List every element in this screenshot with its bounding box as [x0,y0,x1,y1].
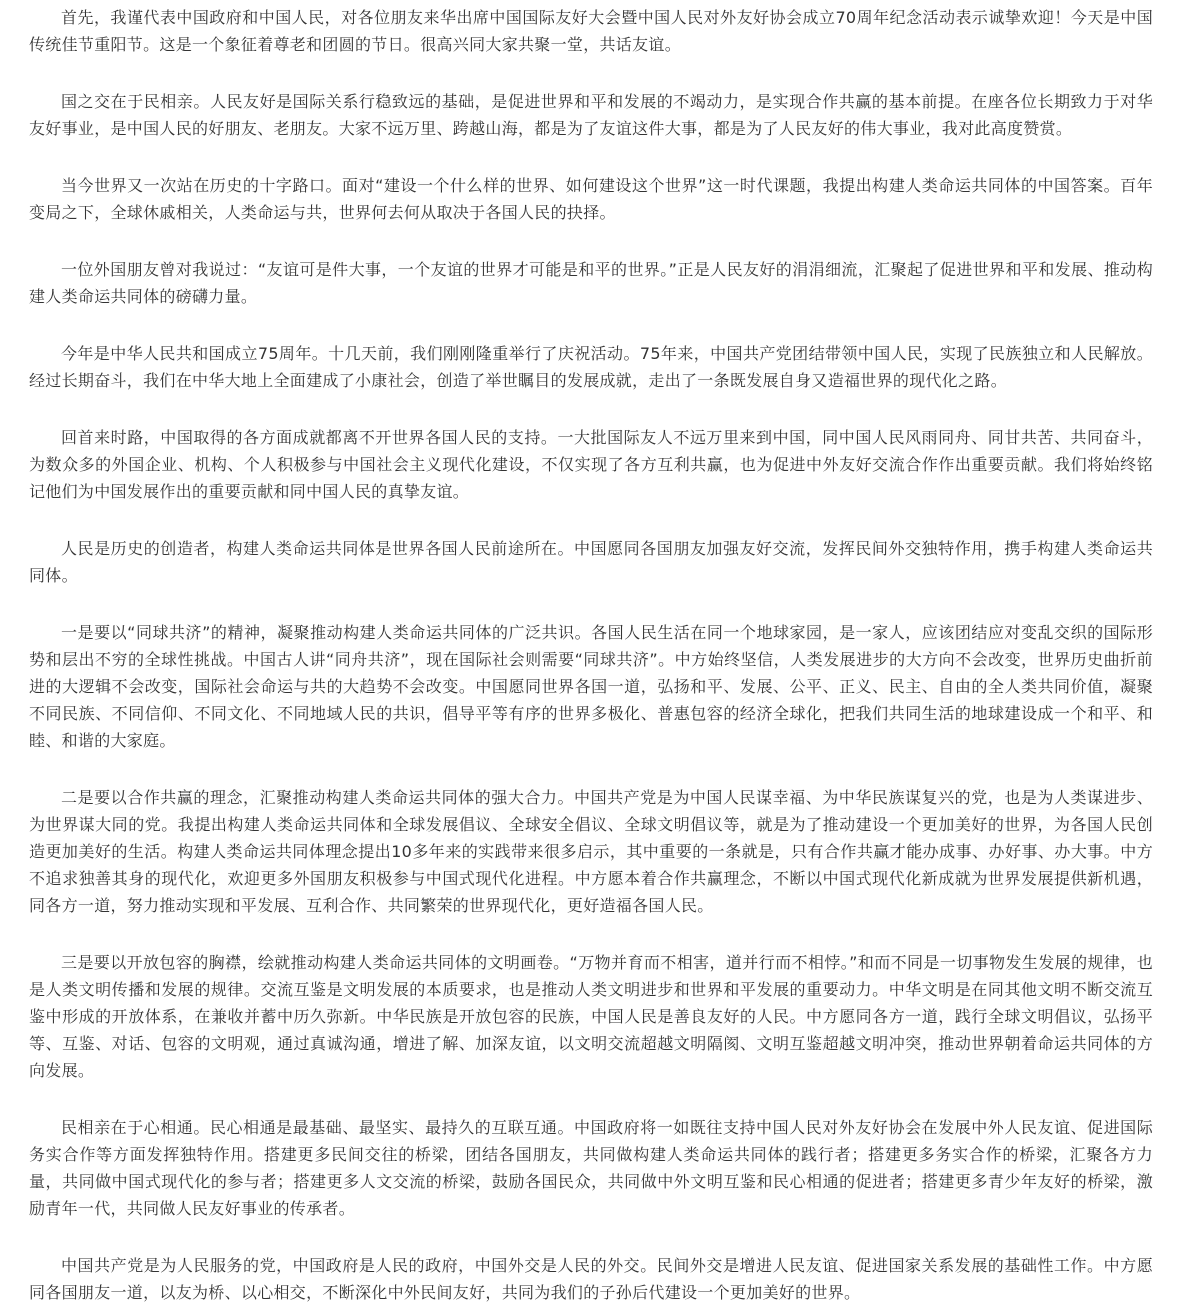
paragraph-4: 一位外国朋友曾对我说过：“友谊可是件大事，一个友谊的世界才可能是和平的世界。”正是人民友好的涓涓细流，汇聚起了促进世界和平和发展、推动构建人类命运共同体的磅礴力量。 [29,260,1153,306]
paragraph-8: 一是要以“同球共济”的精神，凝聚推动构建人类命运共同体的广泛共识。各国人民生活在同一个地球家园，是一家人，应该团结应对变乱交织的国际形势和层出不穷的全球性挑战。中国古人讲“同舟共济”，现在国际社会则需要“同球共济”。中方始终坚信，人类发展进步的大方向不会改变，世界历史曲折前进的大逻辑不会改变，国际社会命运与共的大趋势不会改变。中国愿同世界各国一道，弘扬和平、发展、公平、正义、民主、自由的全人类共同价值，凝聚不同民族、不同信仰、不同文化、不同地域人民的共识，倡导平等有序的世界多极化、普惠包容的经济全球化，把我们共同生活的地球建设成一个和平、和睦、和谐的大家庭。 [29,623,1153,750]
paragraph-1: 首先，我谨代表中国政府和中国人民，对各位朋友来华出席中国国际友好大会暨中国人民对外友好协会成立70周年纪念活动表示诚挚欢迎！今天是中国传统佳节重阳节。这是一个象征着尊老和团圆的节日。很高兴同大家共聚一堂，共话友谊。 [29,8,1153,54]
paragraph-11: 民相亲在于心相通。民心相通是最基础、最坚实、最持久的互联互通。中国政府将一如既往支持中国人民对外友好协会在发展中外人民友谊、促进国际务实合作等方面发挥独特作用。搭建更多民间交往的桥梁，团结各国朋友，共同做构建人类命运共同体的践行者；搭建更多务实合作的桥梁，汇聚各方力量，共同做中国式现代化的参与者；搭建更多人文交流的桥梁，鼓励各国民众，共同做中外文明互鉴和民心相通的促进者；搭建更多青少年友好的桥梁，激励青年一代，共同做人民友好事业的传承者。 [29,1118,1153,1218]
paragraph-5: 今年是中华人民共和国成立75周年。十几天前，我们刚刚隆重举行了庆祝活动。75年来，中国共产党团结带领中国人民，实现了民族独立和人民解放。经过长期奋斗，我们在中华大地上全面建成了小康社会，创造了举世瞩目的发展成就，走出了一条既发展自身又造福世界的现代化之路。 [29,344,1153,390]
paragraph-3: 当今世界又一次站在历史的十字路口。面对“建设一个什么样的世界、如何建设这个世界”这一时代课题，我提出构建人类命运共同体的中国答案。百年变局之下，全球休戚相关，人类命运与共，世界何去何从取决于各国人民的抉择。 [29,176,1153,222]
paragraph-12: 中国共产党是为人民服务的党，中国政府是人民的政府，中国外交是人民的外交。民间外交是增进人民友谊、促进国家关系发展的基础性工作。中方愿同各国朋友一道，以友为桥、以心相交，不断深化中外民间友好，共同为我们的子孙后代建设一个更加美好的世界。 [29,1256,1153,1302]
paragraph-10: 三是要以开放包容的胸襟，绘就推动构建人类命运共同体的文明画卷。“万物并育而不相害，道并行而不相悖。”和而不同是一切事物发生发展的规律，也是人类文明传播和发展的规律。交流互鉴是文明发展的本质要求，也是推动人类文明进步和世界和平发展的重要动力。中华文明是在同其他文明不断交流互鉴中形成的开放体系，在兼收并蓄中历久弥新。中华民族是开放包容的民族，中国人民是善良友好的人民。中方愿同各方一道，践行全球文明倡议，弘扬平等、互鉴、对话、包容的文明观，通过真诚沟通，增进了解、加深友谊，以文明交流超越文明隔阂、文明互鉴超越文明冲突，推动世界朝着命运共同体的方向发展。 [29,953,1153,1080]
paragraph-2: 国之交在于民相亲。人民友好是国际关系行稳致远的基础，是促进世界和平和发展的不竭动力，是实现合作共赢的基本前提。在座各位长期致力于对华友好事业，是中国人民的好朋友、老朋友。大家不远万里、跨越山海，都是为了友谊这件大事，都是为了人民友好的伟大事业，我对此高度赞赏。 [29,92,1153,138]
paragraph-9: 二是要以合作共赢的理念，汇聚推动构建人类命运共同体的强大合力。中国共产党是为中国人民谋幸福、为中华民族谋复兴的党，也是为人类谋进步、为世界谋大同的党。我提出构建人类命运共同体和全球发展倡议、全球安全倡议、全球文明倡议等，就是为了推动建设一个更加美好的世界，为各国人民创造更加美好的生活。构建人类命运共同体理念提出10多年来的实践带来很多启示，其中重要的一条就是，只有合作共赢才能办成事、办好事、办大事。中方不追求独善其身的现代化，欢迎更多外国朋友积极参与中国式现代化进程。中方愿本着合作共赢理念，不断以中国式现代化新成就为世界发展提供新机遇，同各方一道，努力推动实现和平发展、互利合作、共同繁荣的世界现代化，更好造福各国人民。 [29,788,1153,915]
paragraph-7: 人民是历史的创造者，构建人类命运共同体是世界各国人民前途所在。中国愿同各国朋友加强友好交流，发挥民间外交独特作用，携手构建人类命运共同体。 [29,539,1153,585]
paragraph-6: 回首来时路，中国取得的各方面成就都离不开世界各国人民的支持。一大批国际友人不远万里来到中国，同中国人民风雨同舟、同甘共苦、共同奋斗，为数众多的外国企业、机构、个人积极参与中国社会主义现代化建设，不仅实现了各方互利共赢，也为促进中外友好交流合作作出重要贡献。我们将始终铭记他们为中国发展作出的重要贡献和同中国人民的真挚友谊。 [29,428,1153,501]
